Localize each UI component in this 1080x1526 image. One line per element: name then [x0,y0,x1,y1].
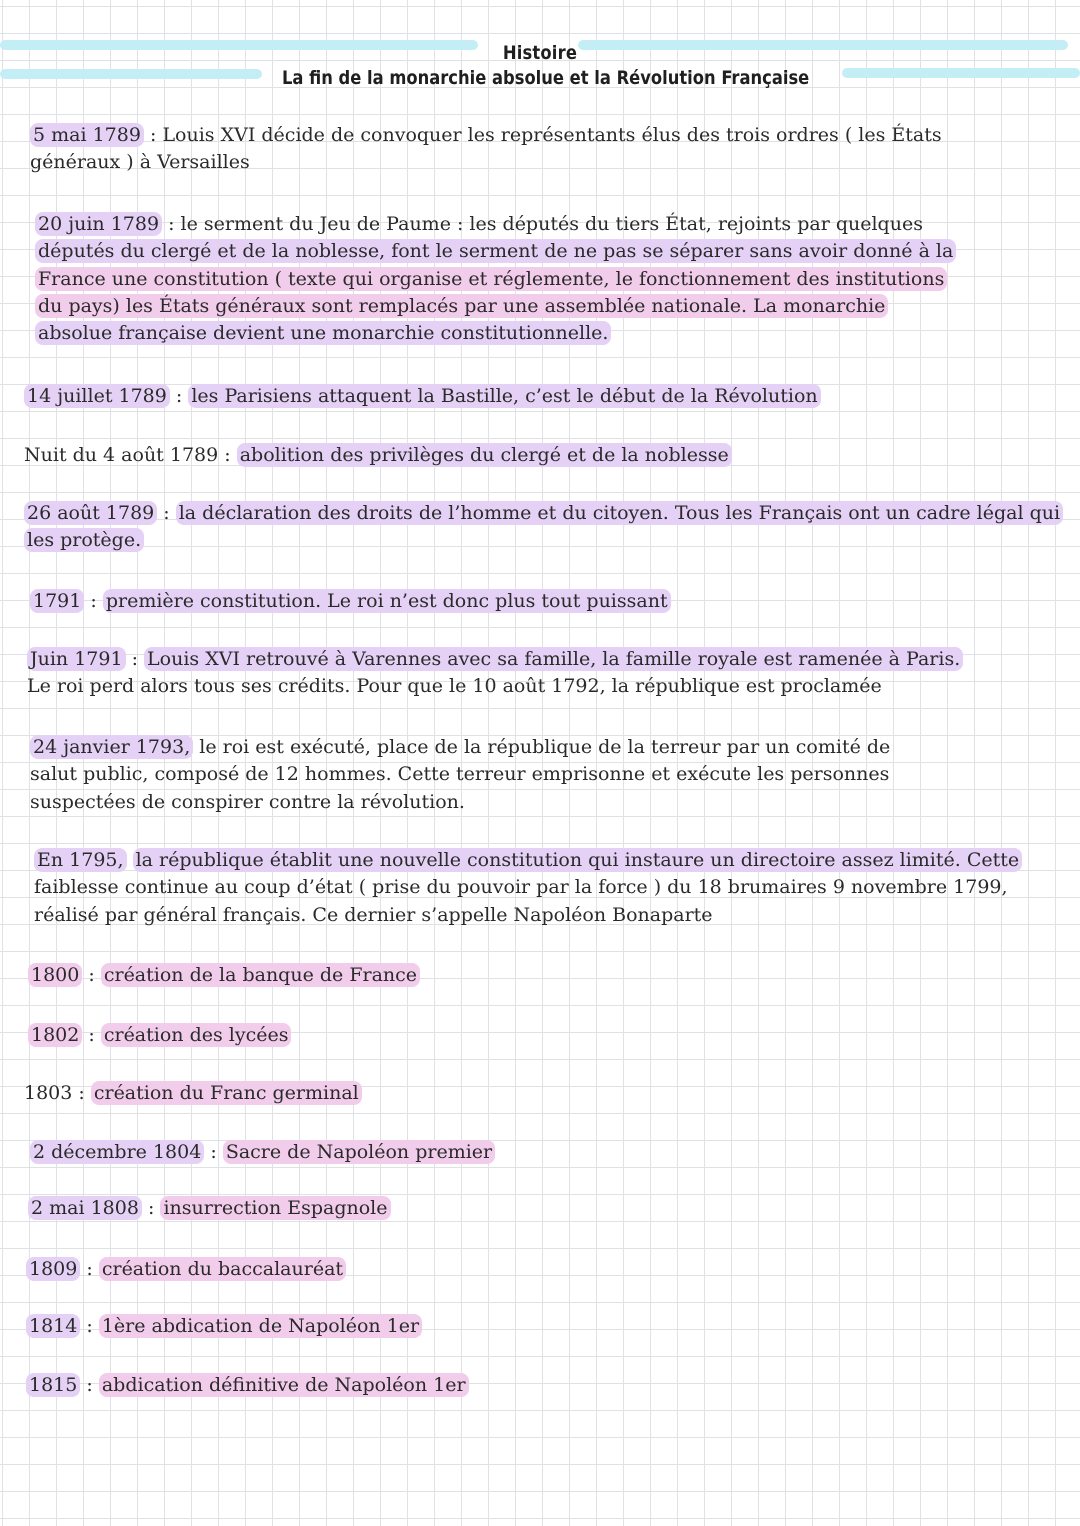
entry-date: En 1795, [34,848,127,872]
timeline-entry-20-juin-1789: 20 juin 1789 : le serment du Jeu de Paume : les députés du tiers État, rejoints par quelques députés du clergé et de la noblesse, font le serment de ne pas se séparer sans avoir donné à la France une constitution ( texte qui organise et réglemente, le fonctionnement des institutions du pays) les États généraux sont remplacés par une assemblée nationale. La monarchie absolue française devient une monarchie constitutionnelle. [35,211,956,347]
entry-text: Louis XVI retrouvé à Varennes avec sa famille, la famille royale est ramenée à Paris. [144,647,963,671]
entry-date: 1803 [24,1082,73,1104]
entry-text: première constitution. Le roi n’est donc plus tout puissant [103,589,671,613]
entry-text: abolition des privilèges du clergé et de la noblesse [237,443,732,467]
entry-text: création du Franc germinal [91,1081,362,1105]
entry-text: du pays) les États généraux sont remplacés par une assemblée nationale. La monarchie [35,294,888,318]
entry-date: 2 mai 1808 [28,1196,142,1220]
entry-text: abdication définitive de Napoléon 1er [99,1373,469,1397]
entry-date: Juin 1791 [27,647,126,671]
entry-date: 1814 [26,1314,80,1338]
entry-text: députés du clergé et de la noblesse, font le serment de ne pas se séparer sans avoir donné à la [35,239,956,263]
entry-text: France une constitution ( texte qui organise et réglemente, le fonctionnement des institutions [35,267,947,291]
entry-date: 14 juillet 1789 [24,384,170,408]
entry-text: salut public, composé de 12 hommes. Cette terreur emprisonne et exécute les personnes [30,763,890,786]
entry-text: la déclaration des droits de l’homme et du citoyen. Tous les Français ont un cadre légal qui [176,501,1063,525]
timeline-entry-1791: 1791 : première constitution. Le roi n’est donc plus tout puissant [30,588,671,615]
timeline-entry-2-decembre-1804: 2 décembre 1804 : Sacre de Napoléon premier [30,1139,495,1166]
entry-date: Nuit du 4 août 1789 [24,444,219,466]
entry-date: 1791 [30,589,84,613]
entry-text: les protège. [24,528,144,552]
chapter-title: La fin de la monarchie absolue et la Révolution Française [282,67,810,89]
timeline-entry-1814: 1814 : 1ère abdication de Napoléon 1er [26,1313,422,1340]
timeline-entry-juin-1791: Juin 1791 : Louis XVI retrouvé à Varennes avec sa famille, la famille royale est ramenée à Paris. Le roi perd alors tous ses crédits. Pour que le 10 août 1792, la république est proclamée [27,646,963,701]
entry-text: le serment du Jeu de Paume : les députés du tiers État, rejoints par quelques [180,213,923,235]
entry-text: les Parisiens attaquent la Bastille, c’est le début de la Révolution [188,384,820,408]
timeline-entry-2-mai-1808: 2 mai 1808 : insurrection Espagnole [28,1195,391,1222]
entry-text: création des lycées [101,1023,292,1047]
page-header [240,40,840,90]
entry-text: suspectées de conspirer contre la révolution. [30,790,465,813]
entry-date: 1809 [26,1257,80,1281]
header-highlight-bar [0,69,262,79]
entry-date: 1815 [26,1373,80,1397]
entry-date: 5 mai 1789 [30,123,144,147]
entry-text: insurrection Espagnole [160,1196,390,1220]
header-highlight-bar [842,68,1080,78]
entry-text: généraux ) à Versailles [30,151,250,174]
entry-date: 2 décembre 1804 [30,1140,204,1164]
timeline-entry-1800: 1800 : création de la banque de France [28,962,420,989]
timeline-entry-1802: 1802 : création des lycées [28,1022,291,1049]
entry-text: absolue française devient une monarchie constitutionnelle. [35,321,611,345]
entry-text: Le roi perd alors tous ses crédits. Pour que le 10 août 1792, la république est proclamée [27,675,882,698]
entry-text: 1ère abdication de Napoléon 1er [99,1314,422,1338]
entry-text: réalisé par général français. Ce dernier s’appelle Napoléon Bonaparte [34,903,713,926]
entry-date: 1800 [28,963,82,987]
entry-date: 26 août 1789 [24,501,157,525]
timeline-entry-1809: 1809 : création du baccalauréat [26,1256,346,1283]
timeline-entry-4-aout-1789: Nuit du 4 août 1789 : abolition des privilèges du clergé et de la noblesse [24,442,732,469]
timeline-entry-24-janvier-1793 [30,734,890,816]
entry-text: création du baccalauréat [99,1257,346,1281]
entry-date: 1802 [28,1023,82,1047]
timeline-entry-1803: 1803 : création du Franc germinal [24,1080,362,1107]
timeline-entry-5-mai-1789: 5 mai 1789 : Louis XVI décide de convoquer les représentants élus des trois ordres ( les États généraux ) à Versailles [30,124,942,174]
entry-text: le roi est exécuté, place de la république de la terreur par un comité de [199,736,891,758]
entry-text: Sacre de Napoléon premier [223,1140,495,1164]
entry-text: faiblesse continue au coup d’état ( prise du pouvoir par la force ) du 18 brumaires 9 novembre 1799, [34,876,1008,899]
timeline-entry-1815: 1815 : abdication définitive de Napoléon 1er [26,1372,469,1399]
entry-text: la république établit une nouvelle constitution qui instaure un directoire assez limité. Cette [133,848,1023,872]
timeline-entry-1795 [34,847,1022,929]
entry-date: 20 juin 1789 [35,212,162,236]
entry-text: Louis XVI décide de convoquer les représentants élus des trois ordres ( les États [162,124,942,146]
entry-text: création de la banque de France [101,963,420,987]
timeline-entry-26-aout-1789: 26 août 1789 : la déclaration des droits de l’homme et du citoyen. Tous les Français ont un cadre légal qui les protège. [24,500,1063,555]
subject-title: Histoire [502,42,578,64]
entry-date: 24 janvier 1793, [30,735,193,759]
timeline-entry-14-juillet-1789: 14 juillet 1789 : les Parisiens attaquent la Bastille, c’est le début de la Révolution [24,383,821,410]
